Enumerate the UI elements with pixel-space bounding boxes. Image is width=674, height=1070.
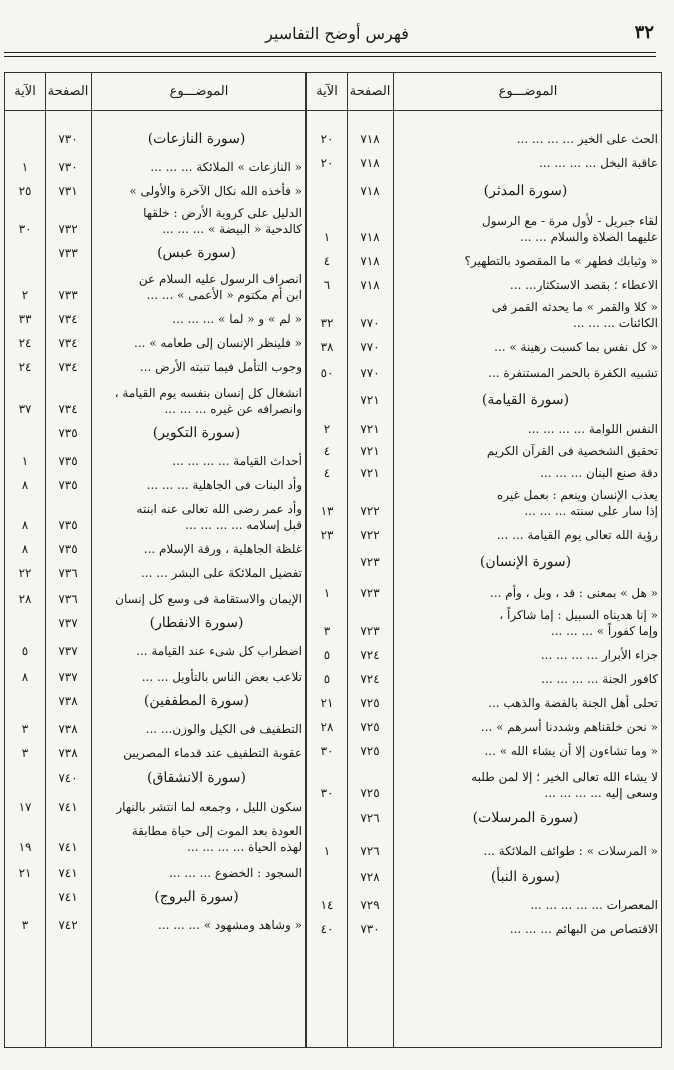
index-entry-row (5, 177, 305, 201)
entry-verse-number (5, 609, 45, 637)
index-entry-row (5, 583, 305, 609)
index-entry-row (307, 125, 661, 149)
entry-verse-number: ٤ (323, 254, 331, 268)
entry-verse-number (307, 545, 347, 579)
entry-verse-number: ٢ (323, 422, 331, 436)
page-number: ٣٢ (634, 22, 654, 43)
entry-topic: الحث على الخير ... ... ... ... (516, 132, 658, 146)
entry-page-number: ٧٢٤ (360, 672, 380, 686)
entry-topic: « النازعات » الملائكة ... ... ... (150, 160, 302, 174)
header-rule (4, 52, 656, 53)
index-entry-row (307, 357, 661, 383)
entry-page-number: ٧٣٦ (58, 566, 78, 580)
entry-verse-number: ١٣ (320, 504, 334, 518)
entry-verse-number (5, 763, 45, 793)
entry-verse-number (5, 883, 45, 911)
surah-title: (سورة النازعات) (147, 131, 246, 147)
surah-heading-row (307, 383, 661, 417)
index-entry-row (307, 247, 661, 271)
entry-topic: « فلينظر الإنسان إلى طعامه » ... (134, 336, 302, 350)
entry-verse-number: ٢ (21, 288, 29, 302)
entry-verse-number: ١ (323, 586, 331, 600)
entry-topic: تشبيه الكفرة بالحمر المستنفرة ... (488, 366, 658, 380)
index-entry-row (307, 271, 661, 295)
entry-verse-number: ٢٤ (18, 360, 32, 374)
entry-page-number: ٧٢٦ (360, 844, 380, 858)
surah-title: (سورة عبس) (157, 245, 236, 261)
entry-verse-number: ١ (323, 230, 331, 244)
entry-page-number: ٧٢٨ (360, 870, 380, 884)
entry-page-number: ٧٣٠ (58, 132, 78, 146)
entry-verse-number: ٣٢ (320, 316, 334, 330)
entry-verse-number: ٢٥ (18, 184, 32, 198)
entry-page-number: ٧٢٣ (360, 586, 380, 600)
page-header (14, 22, 660, 48)
index-entry-row (5, 447, 305, 471)
index-entry-row (5, 661, 305, 687)
entry-verse-number: ١ (21, 160, 29, 174)
entry-topic: النفس اللوامة ... ... ... ... (527, 422, 658, 436)
entry-page-number: ٧٣٤ (58, 402, 78, 416)
surah-title: (سورة المرسلات) (472, 810, 579, 826)
entry-topic: عقوبة التطفيف عند قدماء المصريين (123, 746, 302, 760)
surah-title: (سورة الانشقاق) (147, 770, 246, 786)
index-entry-row (307, 603, 661, 641)
entry-page-number: ٧٣٥ (58, 478, 78, 492)
index-entry-row (307, 641, 661, 665)
column-head-page: الصفحة (45, 73, 91, 111)
entry-topic: « وما تشاءون إلا أن يشاء الله » ... (484, 744, 658, 758)
entry-page-number: ٧٢٦ (360, 811, 380, 825)
entry-topic: الإيمان والاستقامة فى وسع كل إنسان (115, 592, 302, 606)
entry-verse-number: ٤ (323, 444, 331, 458)
column-head-page: الصفحة (347, 73, 393, 111)
index-entry-row (5, 377, 305, 419)
entry-page-number: ٧٤١ (58, 890, 78, 904)
entry-topic: الاعطاء ؛ بقصد الاستكثار... ... (509, 278, 658, 292)
entry-verse-number: ٥ (323, 648, 331, 662)
running-title: فهرس أوضح التفاسير (265, 24, 409, 43)
entry-topic: « وشاهد ومشهود » ... ... ... (157, 918, 302, 932)
entry-topic: أحداث القيامة ... ... ... ... (172, 454, 302, 468)
entry-verse-number: ٢١ (18, 866, 32, 880)
entry-topic: « لم » و « لما » ... ... ... (172, 312, 302, 326)
surah-heading-row (5, 609, 305, 637)
index-entry-row (307, 149, 661, 173)
entry-verse-number: ٣٠ (320, 744, 334, 758)
entry-page-number: ٧٣٣ (58, 288, 78, 302)
index-entry-row (307, 417, 661, 439)
surah-title: (سورة المدثر) (483, 183, 568, 199)
entry-page-number: ٧٧٠ (360, 316, 380, 330)
entry-topic: انشغال كل إنسان بنفسه يوم القيامة ، وانصرافه عن غيره ... ... ... (114, 386, 302, 416)
entry-page-number: ٧٢٥ (360, 744, 380, 758)
entry-verse-number (5, 419, 45, 447)
index-entry-row (307, 521, 661, 545)
surah-heading-row (5, 239, 305, 267)
entry-page-number: ٧٢٣ (360, 555, 380, 569)
entry-page-number: ٧٢١ (360, 466, 380, 480)
entry-verse-number (307, 803, 347, 833)
entry-topic: دقة صنع البنان ... ... ... (540, 466, 658, 480)
entry-page-number: ٧٣٨ (58, 722, 78, 736)
index-entry-row (5, 535, 305, 559)
index-entry-row (307, 333, 661, 357)
index-entry-row (5, 305, 305, 329)
surah-title: (سورة النبأ) (490, 869, 561, 885)
index-entry-row (307, 713, 661, 737)
entry-page-number: ٧٢٤ (360, 648, 380, 662)
entry-verse-number: ٥ (323, 672, 331, 686)
entry-topic: تحقيق الشخصية فى القرآن الكريم (486, 444, 658, 458)
entry-page-number: ٧٣٦ (58, 592, 78, 606)
entry-page-number: ٧٣٥ (58, 542, 78, 556)
entry-page-number: ٧١٨ (360, 184, 380, 198)
entry-verse-number (5, 687, 45, 715)
entry-topic: « هل » بمعنى : قد ، وبل ، وأم ... (490, 586, 658, 600)
surah-title: (سورة القيامة) (481, 392, 570, 408)
index-rows (5, 111, 305, 1047)
index-entry-row (307, 579, 661, 603)
entry-topic: وأد البنات فى الجاهلية ... ... ... (146, 478, 302, 492)
entry-topic: المعصرات ... ... ... ... ... (530, 898, 658, 912)
entry-page-number: ٧٧٠ (360, 340, 380, 354)
entry-topic: « كل نفس بما كسبت رهينة » ... (494, 340, 658, 354)
entry-page-number: ٧٣٤ (58, 360, 78, 374)
surah-heading-row (5, 419, 305, 447)
surah-title: (سورة التكوير) (152, 425, 241, 441)
index-entry-row (5, 495, 305, 535)
entry-verse-number (307, 861, 347, 893)
column-head-verse: الآية (5, 73, 45, 111)
entry-topic: العودة بعد الموت إلى حياة مطابقة لهذه الحياة ... ... ... ... (131, 824, 302, 854)
index-entry-row (5, 559, 305, 583)
entry-topic: « فأخذه الله نكال الآخرة والأولى » (129, 184, 302, 198)
entry-page-number: ٧٣٥ (58, 454, 78, 468)
entry-topic: عاقبة البخل ... ... ... ... (539, 156, 658, 170)
entry-verse-number: ٤٠ (320, 922, 334, 936)
entry-page-number: ٧٣٥ (58, 426, 78, 440)
entry-page-number: ٧٣٣ (58, 246, 78, 260)
index-entry-row (5, 153, 305, 177)
entry-page-number: ٧٣٨ (58, 746, 78, 760)
entry-topic: وأد عمر رضى الله تعالى عنه ابنته قبل إسلامه ... ... ... ... (136, 502, 302, 532)
column-head-topic: الموضـــوع (393, 73, 663, 111)
surah-heading-row (307, 545, 661, 579)
entry-topic: السجود : الخضوع ... ... ... (169, 866, 302, 880)
entry-verse-number: ٨ (21, 518, 29, 532)
index-entry-row (307, 439, 661, 461)
entry-page-number: ٧٢٩ (360, 898, 380, 912)
entry-topic: يعذب الإنسان وينعم : بعمل غيره إذا سار على سنته ... ... ... (496, 488, 658, 518)
index-entry-row (5, 715, 305, 739)
index-entry-row (5, 471, 305, 495)
surah-title: (سورة الانفطار) (149, 615, 244, 631)
surah-title: (سورة البروج) (154, 889, 239, 905)
surah-heading-row (307, 803, 661, 833)
entry-verse-number: ٢٢ (18, 566, 32, 580)
entry-verse-number (307, 383, 347, 417)
entry-topic: تحلى أهل الجنة بالفضة والذهب ... (488, 696, 658, 710)
entry-page-number: ٧٣٤ (58, 312, 78, 326)
entry-page-number: ٧٢١ (360, 444, 380, 458)
entry-verse-number: ٢١ (320, 696, 334, 710)
index-entry-row (5, 857, 305, 883)
entry-page-number: ٧١٨ (360, 132, 380, 146)
surah-heading-row (307, 861, 661, 893)
entry-page-number: ٧٢٥ (360, 696, 380, 710)
entry-page-number: ٧٢٢ (360, 528, 380, 542)
entry-topic: سكون الليل ، وجمعه لما انتشر بالنهار (116, 800, 302, 814)
entry-page-number: ٧٢٣ (360, 624, 380, 638)
index-entry-row (5, 637, 305, 661)
entry-verse-number: ٢٠ (320, 132, 334, 146)
entry-page-number: ٧٣٠ (58, 160, 78, 174)
entry-page-number: ٧٢١ (360, 422, 380, 436)
entry-verse-number (5, 125, 45, 153)
index-entry-row (307, 295, 661, 333)
surah-heading-row (5, 883, 305, 911)
index-rows (307, 111, 661, 1047)
index-entry-row (5, 201, 305, 239)
entry-verse-number: ٣ (323, 624, 331, 638)
entry-topic: الدليل على كروية الأرض : خلقها كالدحية « البيضة » ... ... ... (143, 206, 302, 236)
entry-verse-number: ٢٠ (320, 156, 334, 170)
entry-page-number: ٧٢٢ (360, 504, 380, 518)
entry-verse-number: ٣٣ (18, 312, 32, 326)
entry-page-number: ٧٢١ (360, 393, 380, 407)
entry-verse-number: ٣ (21, 722, 29, 736)
index-entry-row (307, 483, 661, 521)
entry-topic: غلظة الجاهلية ، ورقة الإسلام ... (143, 542, 302, 556)
entry-page-number: ٧٤١ (58, 866, 78, 880)
entry-verse-number: ٢٤ (18, 336, 32, 350)
surah-heading-row (5, 687, 305, 715)
entry-verse-number: ٥٠ (320, 366, 334, 380)
column-head-verse: الآية (307, 73, 347, 111)
entry-page-number: ٧٣٧ (58, 616, 78, 630)
entry-topic: « المرسلات » : طوائف الملائكة ... (483, 844, 658, 858)
entry-page-number: ٧٧٠ (360, 366, 380, 380)
entry-topic: « كلا والقمر » ما يحدثه القمر فى الكائنات ... ... ... (491, 300, 658, 330)
entry-verse-number: ٥ (21, 644, 29, 658)
entry-page-number: ٧١٨ (360, 254, 380, 268)
index-entry-row (307, 665, 661, 689)
index-entry-row (307, 761, 661, 803)
entry-page-number: ٧٢٥ (360, 720, 380, 734)
index-entry-row (307, 737, 661, 761)
index-entry-row (5, 267, 305, 305)
entry-verse-number: ١٤ (320, 898, 334, 912)
entry-page-number: ٧٣٧ (58, 644, 78, 658)
entry-verse-number: ٣٨ (320, 340, 334, 354)
entry-verse-number: ٢٨ (18, 592, 32, 606)
header-rule-thin (4, 56, 656, 57)
entry-topic: « إنا هديناه السبيل : إما شاكراً ، وإما كفوراً » ... ... ... (499, 608, 658, 638)
entry-verse-number: ١٩ (18, 840, 32, 854)
entry-topic: رؤية الله تعالى يوم القيامة ... ... (496, 528, 658, 542)
entry-topic: اضطراب كل شىء عند القيامة ... (136, 644, 302, 658)
entry-topic: « وثيابك فطهر » ما المقصود بالتطهير؟ (464, 254, 658, 268)
entry-verse-number: ٦ (323, 278, 331, 292)
entry-verse-number: ٣ (21, 918, 29, 932)
surah-title: (سورة المطففين) (143, 693, 250, 709)
surah-title: (سورة الإنسان) (479, 554, 572, 570)
entry-page-number: ٧٢٥ (360, 786, 380, 800)
entry-page-number: ٧٣٠ (360, 922, 380, 936)
entry-topic: لقاء جبريل - لأول مرة - مع الرسول عليهما الصلاة والسلام ... ... (481, 214, 658, 244)
entry-page-number: ٧٤٢ (58, 918, 78, 932)
entry-topic: جزاء الأبرار ... ... ... ... (540, 648, 658, 662)
entry-topic: انصراف الرسول عليه السلام عن ابن أم مكتوم « الأعمى » ... ... (138, 272, 302, 302)
entry-verse-number (307, 173, 347, 209)
entry-verse-number: ١ (21, 454, 29, 468)
entry-verse-number: ٣٠ (18, 222, 32, 236)
surah-heading-row (5, 763, 305, 793)
entry-verse-number (5, 239, 45, 267)
entry-verse-number: ٣٠ (320, 786, 334, 800)
index-entry-row (5, 911, 305, 935)
index-entry-row (5, 329, 305, 353)
entry-verse-number: ١ (323, 844, 331, 858)
entry-page-number: ٧٤١ (58, 840, 78, 854)
entry-page-number: ٧٣٢ (58, 222, 78, 236)
entry-verse-number: ٨ (21, 670, 29, 684)
index-entry-row (5, 739, 305, 763)
entry-topic: الاقتصاص من البهائم ... ... ... (509, 922, 658, 936)
entry-topic: التطفيف فى الكيل والوزن... ... (145, 722, 302, 736)
entry-topic: تلاعب بعض الناس بالتأويل ... ... (141, 670, 302, 684)
index-table-right (306, 72, 662, 1048)
entry-page-number: ٧١٨ (360, 230, 380, 244)
entry-verse-number: ٨ (21, 542, 29, 556)
index-entry-row (307, 689, 661, 713)
entry-verse-number: ١٧ (18, 800, 32, 814)
index-entry-row (307, 833, 661, 861)
entry-topic: « نحن خلقناهم وشددنا أسرهم » ... (480, 720, 658, 734)
index-entry-row (5, 793, 305, 817)
index-entry-row (5, 353, 305, 377)
surah-heading-row (5, 125, 305, 153)
entry-verse-number: ٢٣ (320, 528, 334, 542)
entry-topic: كافور الجنة ... ... ... ... (541, 672, 658, 686)
entry-verse-number: ٨ (21, 478, 29, 492)
entry-page-number: ٧١٨ (360, 156, 380, 170)
entry-topic: وجوب التأمل فيما تنبته الأرض ... (139, 360, 302, 374)
entry-verse-number: ٣ (21, 746, 29, 760)
entry-topic: تفضيل الملائكة على البشر ... ... (140, 566, 302, 580)
entry-page-number: ٧٤١ (58, 800, 78, 814)
entry-page-number: ٧٣٤ (58, 336, 78, 350)
entry-topic: لا يشاء الله تعالى الخير ؛ إلا لمن طلبه وسعى إليه ... ... ... ... (471, 770, 658, 800)
entry-page-number: ٧٣٧ (58, 670, 78, 684)
entry-page-number: ٧٣٥ (58, 518, 78, 532)
entry-page-number: ٧٣١ (58, 184, 78, 198)
index-entry-row (307, 461, 661, 483)
column-head-topic: الموضـــوع (91, 73, 307, 111)
index-entry-row (307, 209, 661, 247)
entry-page-number: ٧٤٠ (58, 771, 78, 785)
index-entry-row (307, 915, 661, 939)
entry-verse-number: ٣٧ (18, 402, 32, 416)
index-entry-row (307, 893, 661, 915)
surah-heading-row (307, 173, 661, 209)
entry-page-number: ٧٣٨ (58, 694, 78, 708)
index-entry-row (5, 817, 305, 857)
entry-page-number: ٧١٨ (360, 278, 380, 292)
entry-verse-number: ٤ (323, 466, 331, 480)
index-table-left (4, 72, 306, 1048)
entry-verse-number: ٢٨ (320, 720, 334, 734)
